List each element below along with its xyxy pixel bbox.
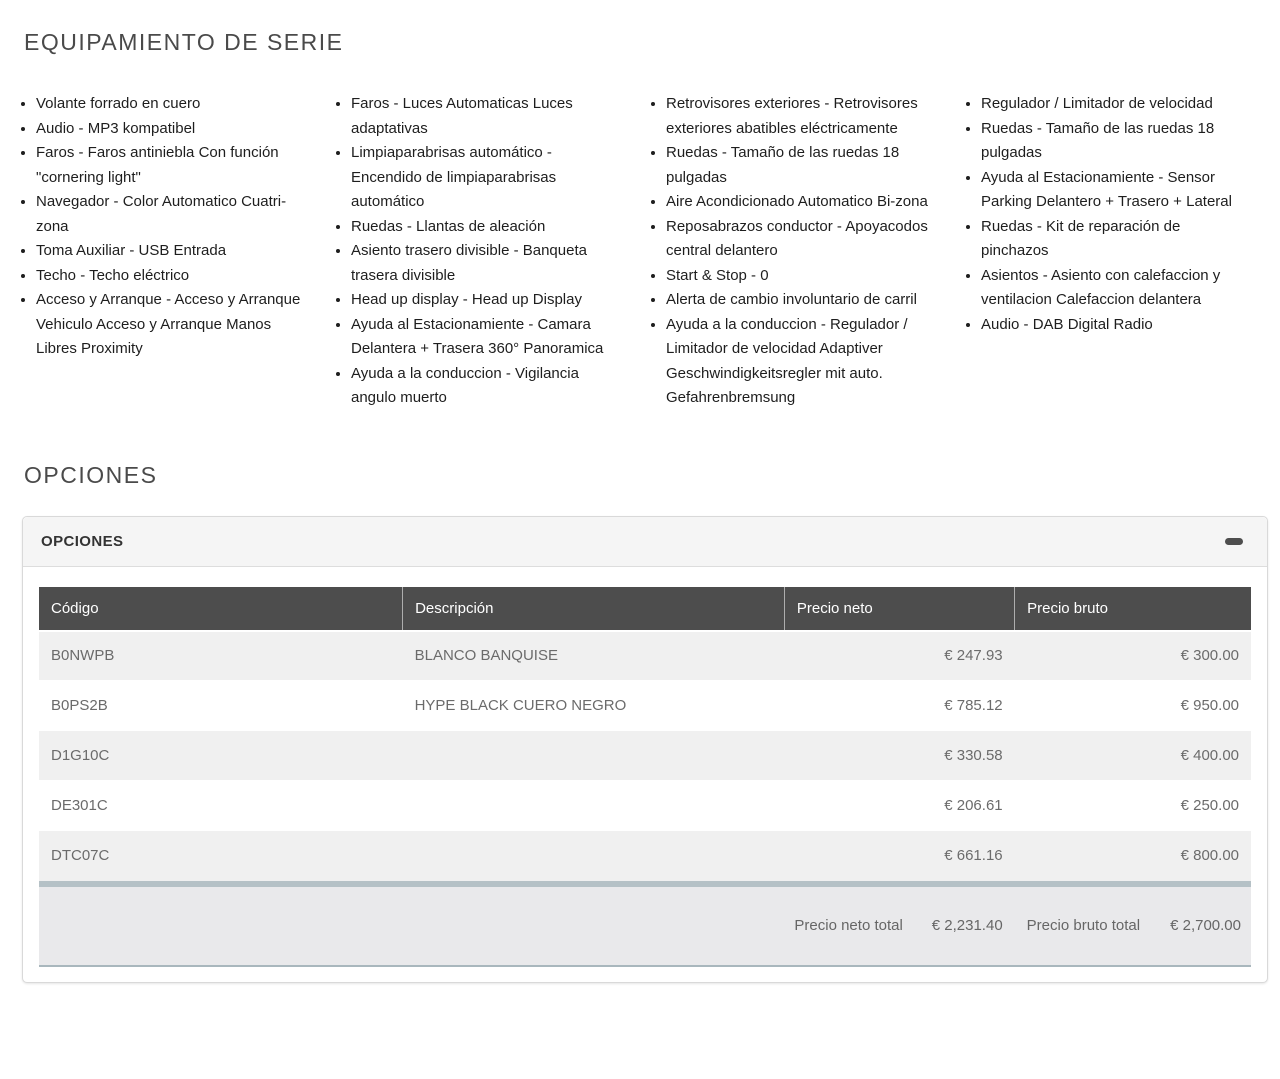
equipment-item: • Asientos - Asiento con calefaccion y ventilacion Calefaccion delantera	[981, 264, 1246, 313]
options-panel-title: OPCIONES	[41, 532, 124, 550]
options-table-head	[39, 587, 1251, 631]
equipment-item: • Toma Auxiliar - USB Entrada	[36, 239, 301, 264]
totals-bruto	[1015, 917, 1251, 934]
cell-codigo: D1G10C	[39, 731, 403, 781]
cell-precio-bruto: € 800.00	[1015, 831, 1251, 881]
equipment-item: • Ruedas - Kit de reparación de pinchazos	[981, 215, 1246, 264]
table-row	[39, 631, 1251, 681]
equipment-item: • Acceso y Arranque - Acceso y Arranque Vehiculo Acceso y Arranque Manos Libres Proximity	[36, 288, 301, 362]
table-row	[39, 781, 1251, 831]
table-row	[39, 681, 1251, 731]
cell-precio-neto: € 661.16	[784, 831, 1014, 881]
cell-precio-neto: € 247.93	[784, 631, 1014, 681]
equipment-item: • Ruedas - Llantas de aleación	[351, 215, 616, 240]
equipment-item: • Ayuda al Estacionamiente - Camara Delantera + Trasera 360° Panoramica	[351, 313, 616, 362]
options-section-title: OPCIONES	[24, 461, 158, 488]
cell-descripcion	[403, 781, 785, 831]
equipment-item: • Ruedas - Tamaño de las ruedas 18 pulgadas	[981, 117, 1246, 166]
equipment-item: • Retrovisores exteriores - Retrovisores exteriores abatibles eléctricamente	[666, 92, 931, 141]
equipment-item: • Aire Acondicionado Automatico Bi-zona	[666, 190, 931, 215]
equipment-item: • Techo - Techo eléctrico	[36, 264, 301, 289]
column-header-descripcion: Descripción	[403, 587, 785, 631]
cell-precio-bruto: € 300.00	[1015, 631, 1251, 681]
equipment-section-title: EQUIPAMIENTO DE SERIE	[24, 29, 344, 55]
options-table-header-row	[39, 587, 1251, 631]
equipment-column-4	[959, 92, 1274, 411]
equipment-item: • Volante forrado en cuero	[36, 92, 301, 117]
totals-bruto-label: Precio bruto total	[1026, 917, 1141, 934]
equipment-item: • Head up display - Head up Display	[351, 288, 616, 313]
totals-neto-label: Precio neto total	[794, 917, 903, 934]
equipment-column-2	[329, 92, 644, 411]
cell-descripcion: BLANCO BANQUISE	[403, 631, 785, 681]
collapse-panel-button[interactable]	[1223, 534, 1245, 549]
cell-codigo: DE301C	[39, 781, 403, 831]
equipment-item: • Start & Stop - 0	[666, 264, 931, 289]
cell-precio-bruto: € 400.00	[1015, 731, 1251, 781]
options-table	[39, 587, 1251, 881]
column-header-precio-neto: Precio neto	[784, 587, 1014, 631]
equipment-column-3	[644, 92, 959, 411]
cell-codigo: B0NWPB	[39, 631, 403, 681]
cell-precio-bruto: € 250.00	[1015, 781, 1251, 831]
equipment-item: • Limpiaparabrisas automático - Encendido de limpiaparabrisas automático	[351, 141, 616, 215]
table-row	[39, 831, 1251, 881]
options-panel-header[interactable]	[23, 517, 1267, 567]
cell-precio-neto: € 330.58	[784, 731, 1014, 781]
equipment-item: • Faros - Faros antiniebla Con función "cornering light"	[36, 141, 301, 190]
cell-precio-bruto: € 950.00	[1015, 681, 1251, 731]
cell-descripcion	[403, 831, 785, 881]
totals-bruto-value: € 2,700.00	[1170, 917, 1241, 934]
equipment-list	[329, 92, 616, 411]
equipment-list	[644, 92, 931, 411]
equipment-item: • Ayuda a la conduccion - Regulador / Limitador de velocidad Adaptiver Geschwindigkeitsregler mit auto. Gefahrenbremsung	[666, 313, 931, 411]
equipment-item: • Asiento trasero divisible - Banqueta trasera divisible	[351, 239, 616, 288]
options-panel	[22, 516, 1268, 983]
minus-icon[interactable]	[1225, 538, 1243, 545]
equipment-item: • Navegador - Color Automatico Cuatri-zona	[36, 190, 301, 239]
equipment-item: • Reposabrazos conductor - Apoyacodos central delantero	[666, 215, 931, 264]
equipment-item: • Ayuda a la conduccion - Vigilancia angulo muerto	[351, 362, 616, 411]
options-table-body	[39, 631, 1251, 881]
equipment-item: • Audio - DAB Digital Radio	[981, 313, 1246, 338]
totals-neto	[784, 917, 1014, 934]
equipment-columns	[0, 92, 1280, 411]
cell-codigo: DTC07C	[39, 831, 403, 881]
equipment-item: • Audio - MP3 kompatibel	[36, 117, 301, 142]
options-panel-body	[23, 567, 1267, 982]
equipment-column-1	[14, 92, 329, 411]
cell-precio-neto: € 785.12	[784, 681, 1014, 731]
equipment-list	[14, 92, 301, 362]
column-header-codigo: Código	[39, 587, 403, 631]
column-header-precio-bruto: Precio bruto	[1015, 587, 1251, 631]
cell-descripcion: HYPE BLACK CUERO NEGRO	[403, 681, 785, 731]
cell-descripcion	[403, 731, 785, 781]
cell-codigo: B0PS2B	[39, 681, 403, 731]
cell-precio-neto: € 206.61	[784, 781, 1014, 831]
equipment-item: • Ayuda al Estacionamiente - Sensor Parking Delantero + Trasero + Lateral	[981, 166, 1246, 215]
table-row	[39, 731, 1251, 781]
equipment-list	[959, 92, 1246, 337]
equipment-item: • Regulador / Limitador de velocidad	[981, 92, 1246, 117]
totals-neto-value: € 2,231.40	[931, 917, 1003, 934]
equipment-item: • Faros - Luces Automaticas Luces adaptativas	[351, 92, 616, 141]
equipment-item: • Alerta de cambio involuntario de carril	[666, 288, 931, 313]
equipment-item: • Ruedas - Tamaño de las ruedas 18 pulgadas	[666, 141, 931, 190]
totals-row	[39, 887, 1251, 967]
